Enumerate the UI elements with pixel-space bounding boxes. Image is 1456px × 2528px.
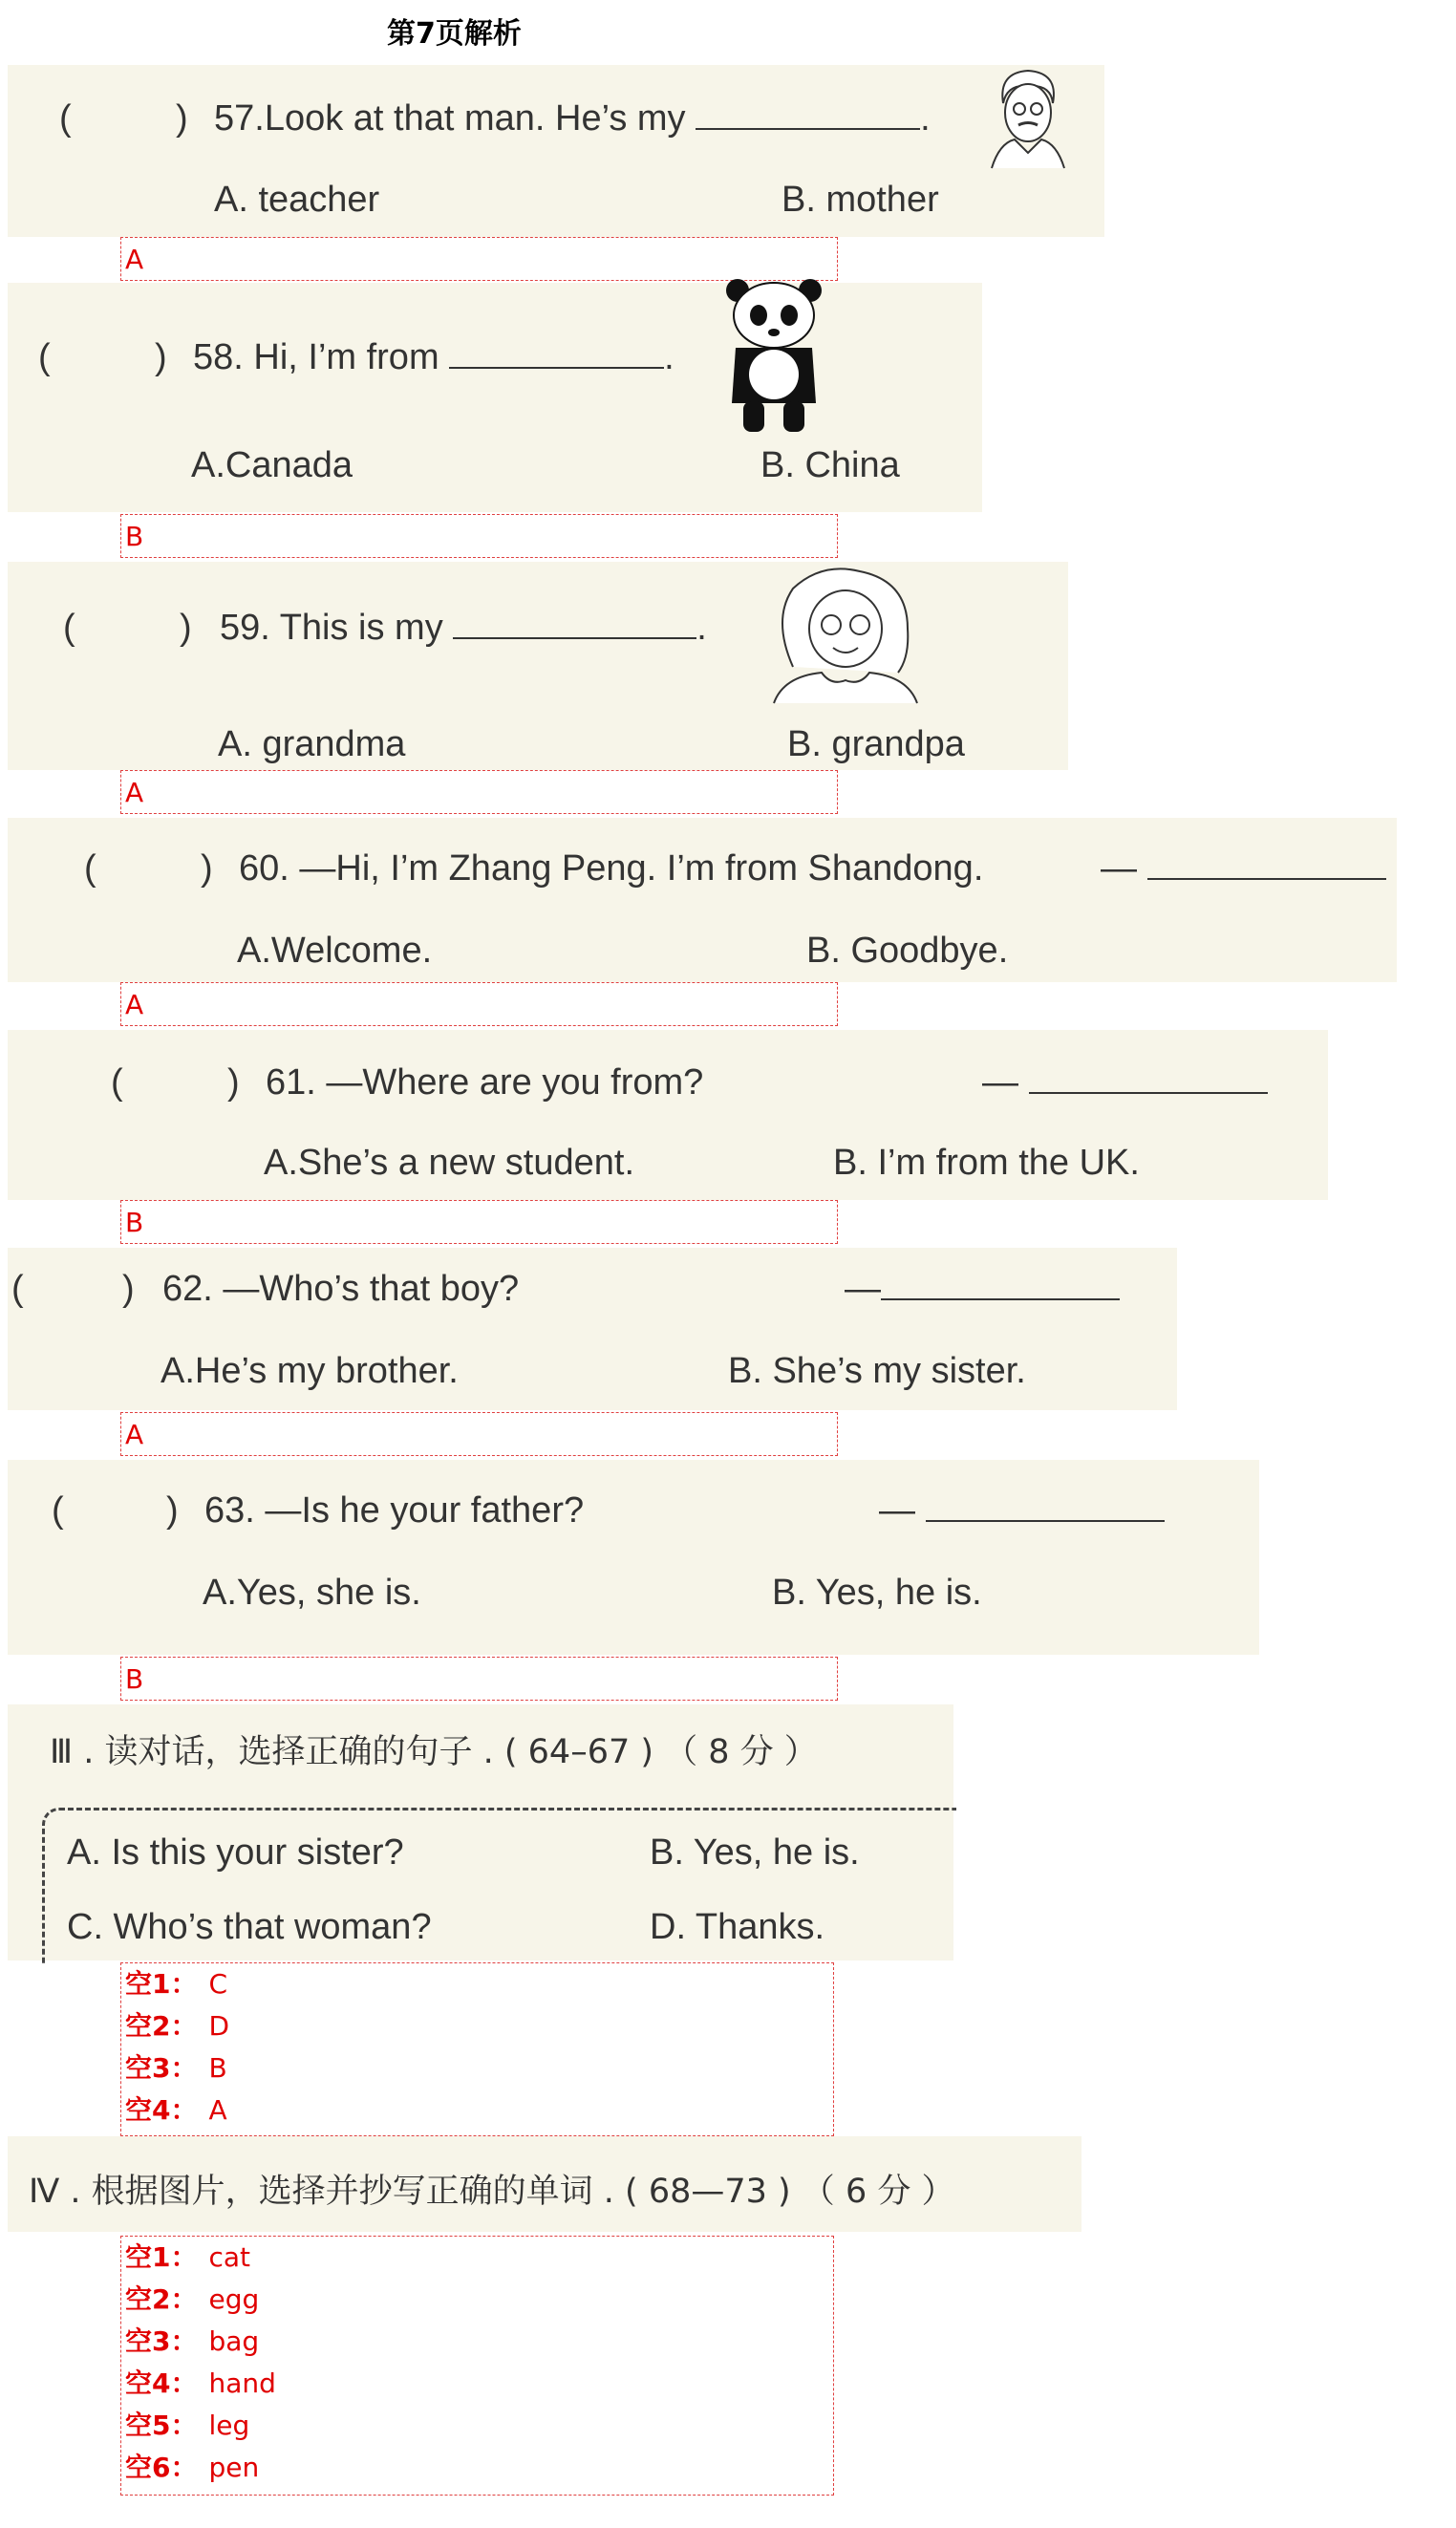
paren-right: ) (180, 608, 192, 648)
paren-right: ) (122, 1269, 135, 1309)
question-60-option-b: B. Goodbye. (806, 931, 1009, 971)
man-with-glasses-drawing (984, 65, 1072, 170)
question-61-reply: — (982, 1062, 1268, 1103)
paren-right: ) (176, 98, 188, 139)
paren-right: ) (201, 848, 213, 889)
question-57-option-b: B. mother (782, 180, 939, 220)
question-61-option-b: B. I’m from the UK. (833, 1143, 1140, 1183)
answer-line: 空2： egg (125, 2283, 260, 2315)
answer-59: A (120, 770, 838, 814)
paren-left: ( (59, 98, 72, 139)
question-62-option-a: A.He’s my brother. (161, 1351, 459, 1391)
answer-line: 空4： A (125, 2094, 227, 2126)
paren-left: ( (52, 1490, 64, 1531)
answer-58: B (120, 514, 838, 558)
question-60-option-a: A.Welcome. (237, 931, 433, 971)
answer-62: A (120, 1412, 838, 1456)
question-63-option-a: A.Yes, she is. (203, 1573, 421, 1613)
paren-right: ) (155, 337, 167, 377)
question-59-stem: 59. This is my . (220, 608, 707, 648)
section-4-heading: Ⅳ . 根据图片，选择并抄写正确的单词 . ( 68—73 ) （ 6 分 ） (29, 2173, 955, 2211)
section-3-option-d: D. Thanks. (650, 1907, 825, 1947)
paren-left: ( (11, 1269, 24, 1309)
panda-drawing (717, 279, 831, 434)
grandma-drawing (764, 562, 927, 705)
section-3-heading: Ⅲ . 读对话，选择正确的句子 . ( 64–67 ) （ 8 分 ） (50, 1733, 818, 1771)
paren-left: ( (84, 848, 96, 889)
section-4-answers (120, 2236, 834, 2496)
section-3-option-a: A. Is this your sister? (67, 1832, 404, 1873)
section-3-option-c: C. Who’s that woman? (67, 1907, 432, 1947)
answer-61: B (120, 1200, 838, 1244)
paren-left: ( (111, 1062, 123, 1103)
answer-line: 空3： B (125, 2052, 227, 2084)
paren-right: ) (166, 1490, 179, 1531)
question-62-reply: — (845, 1269, 1120, 1310)
answer-63: B (120, 1657, 838, 1701)
question-59-option-a: A. grandma (218, 724, 406, 764)
question-58-option-b: B. China (760, 445, 900, 485)
answer-60: A (120, 982, 838, 1026)
question-62-option-b: B. She’s my sister. (728, 1351, 1026, 1391)
question-60-stem: 60. —Hi, I’m Zhang Peng. I’m from Shandong. (239, 848, 984, 889)
question-61-stem: 61. —Where are you from? (266, 1062, 704, 1103)
question-63-box (8, 1460, 1259, 1655)
question-61-option-a: A.She’s a new student. (264, 1143, 634, 1183)
answer-line: 空1： C (125, 1968, 228, 2000)
question-57-box (8, 65, 1104, 237)
question-59-option-b: B. grandpa (787, 724, 965, 764)
question-63-reply: — (879, 1490, 1165, 1532)
question-63-option-b: B. Yes, he is. (772, 1573, 982, 1613)
question-58-option-a: A.Canada (191, 445, 353, 485)
answer-line: 空2： D (125, 2010, 230, 2042)
question-60-box (8, 818, 1397, 982)
answer-line: 空5： leg (125, 2410, 250, 2441)
paren-right: ) (227, 1062, 240, 1103)
answer-line: 空1： cat (125, 2241, 251, 2273)
page-title: 第7页解析 (387, 17, 522, 51)
paren-left: ( (63, 608, 75, 648)
section-3-answers (120, 1962, 834, 2136)
question-57-stem: 57.Look at that man. He’s my . (214, 98, 931, 139)
answer-line: 空6： pen (125, 2452, 260, 2483)
question-62-stem: 62. —Who’s that boy? (162, 1269, 520, 1309)
question-58-stem: 58. Hi, I’m from . (193, 337, 674, 377)
question-63-stem: 63. —Is he your father? (204, 1490, 585, 1531)
answer-line: 空4： hand (125, 2367, 276, 2399)
question-57-option-a: A. teacher (214, 180, 380, 220)
section-3-option-b: B. Yes, he is. (650, 1832, 860, 1873)
question-60-reply: — (1101, 848, 1386, 889)
answer-line: 空3： bag (125, 2325, 260, 2357)
answer-57: A (120, 237, 838, 281)
paren-left: ( (38, 337, 51, 377)
